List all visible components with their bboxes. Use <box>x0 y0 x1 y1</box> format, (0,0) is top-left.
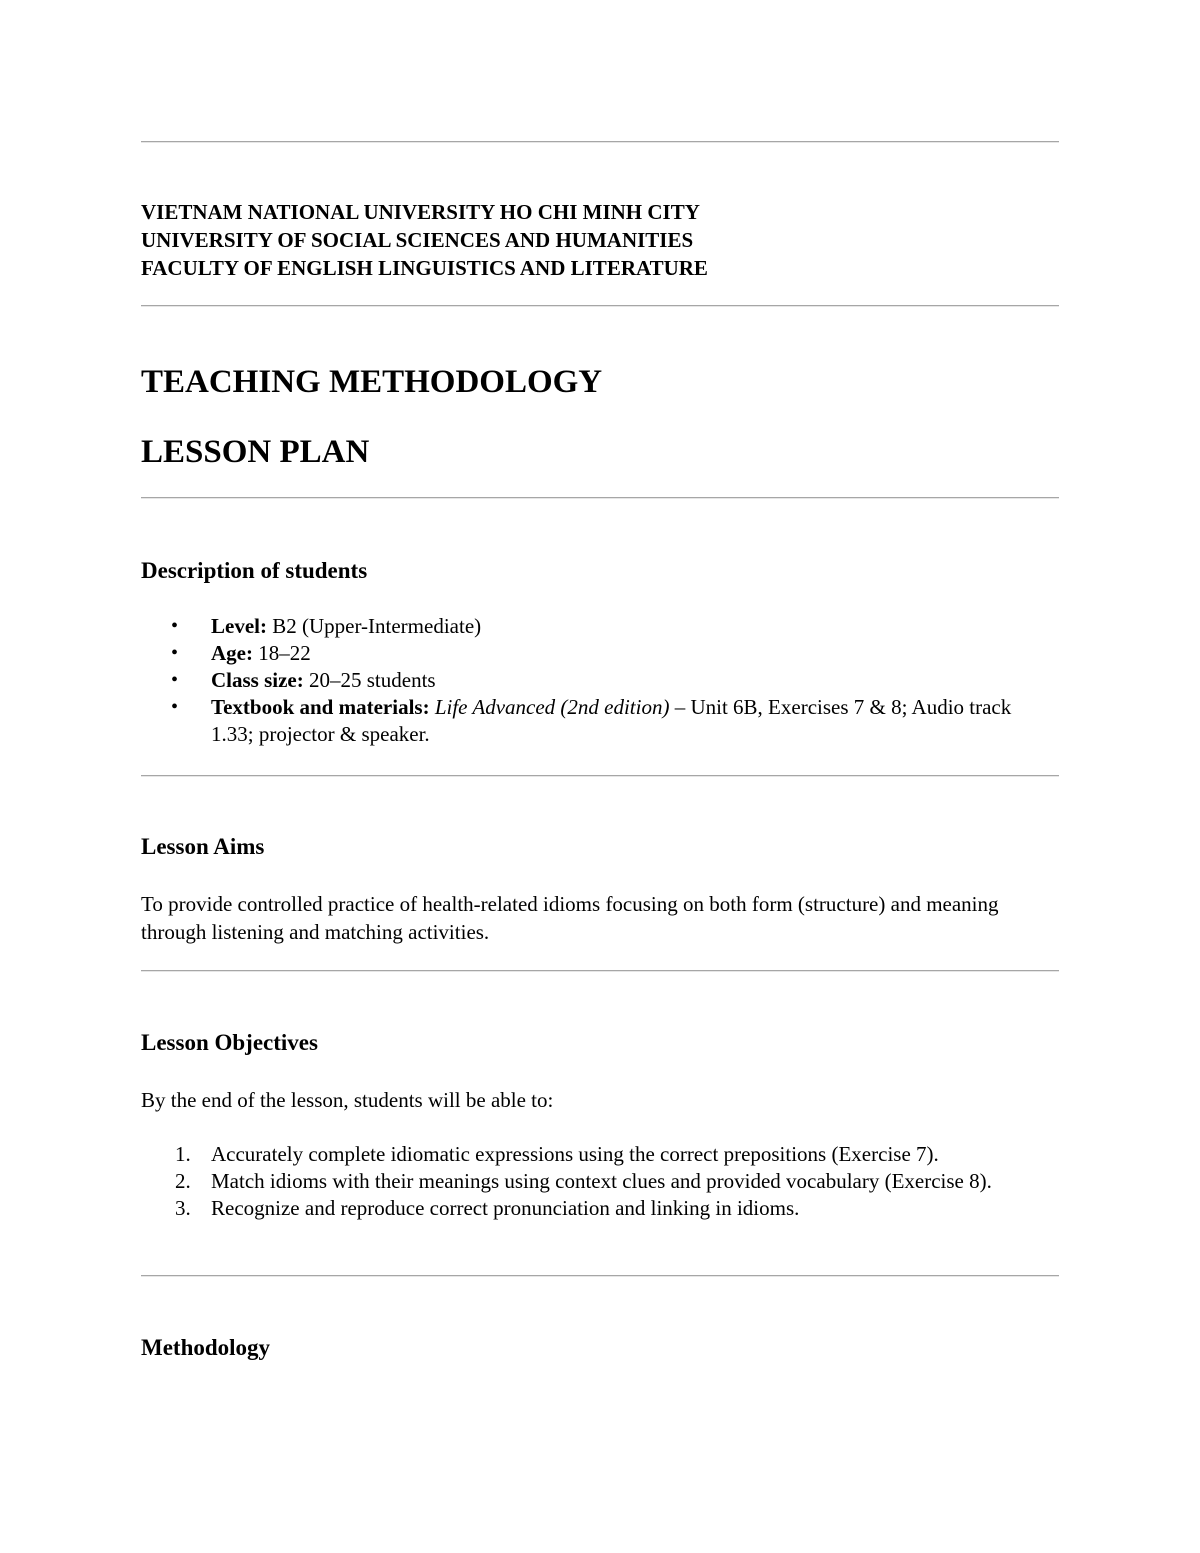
methodology-heading: Methodology <box>141 1335 271 1360</box>
objective-text: Recognize and reproduce correct pronunciation and linking in idioms. <box>211 1196 800 1220</box>
level-label: Level: <box>211 614 267 638</box>
bullet-icon: • <box>171 642 179 664</box>
horizontal-rule-title <box>141 497 1059 499</box>
bullet-icon: • <box>171 696 179 718</box>
list-item <box>141 667 1059 694</box>
class-size-value: 20–25 students <box>303 668 436 692</box>
list-item <box>141 1195 1059 1222</box>
list-item <box>141 640 1059 667</box>
horizontal-rule-header <box>141 305 1059 307</box>
objective-text: Accurately complete idiomatic expressions using the correct prepositions (Exercise 7). <box>211 1142 939 1166</box>
materials-value: – Unit 6B, Exercises 7 & 8; Audio track 1.33; projector & speaker. <box>211 695 1012 746</box>
header-faculty: FACULTY OF ENGLISH LINGUISTICS AND LITERATURE <box>141 256 708 280</box>
header-university: VIETNAM NATIONAL UNIVERSITY HO CHI MINH CITY <box>141 200 700 224</box>
document-subtitle: LESSON PLAN <box>141 434 370 470</box>
list-item <box>141 1168 1059 1195</box>
list-item <box>141 1141 1059 1168</box>
list-number: 1. <box>175 1142 191 1166</box>
textbook-title: Life Advanced (2nd edition) <box>434 695 670 719</box>
class-size-label: Class size: <box>211 668 304 692</box>
header-school: UNIVERSITY OF SOCIAL SCIENCES AND HUMANITIES <box>141 228 694 252</box>
objective-text: Match idioms with their meanings using context clues and provided vocabulary (Exercise 8). <box>211 1169 992 1193</box>
horizontal-rule-top <box>141 141 1059 143</box>
age-label: Age: <box>211 641 253 665</box>
bullet-icon: • <box>171 615 179 637</box>
list-number: 2. <box>175 1169 191 1193</box>
horizontal-rule-students <box>141 775 1059 777</box>
document-title: TEACHING METHODOLOGY <box>141 364 603 400</box>
students-list <box>141 613 1059 748</box>
horizontal-rule-objectives <box>141 1275 1059 1277</box>
objectives-heading: Lesson Objectives <box>141 1030 318 1055</box>
age-value: 18–22 <box>252 641 311 665</box>
aims-text: To provide controlled practice of health-related idioms focusing on both form (structure) and meaning through listening and matching activities. <box>141 892 999 944</box>
materials-label: Textbook and materials: <box>211 695 430 719</box>
list-number: 3. <box>175 1196 191 1220</box>
aims-heading: Lesson Aims <box>141 834 265 859</box>
list-item <box>141 694 1059 748</box>
level-value: B2 (Upper-Intermediate) <box>266 614 482 638</box>
objectives-list <box>141 1141 1059 1222</box>
students-heading: Description of students <box>141 558 368 583</box>
list-item <box>141 613 1059 640</box>
horizontal-rule-aims <box>141 970 1059 972</box>
objectives-intro: By the end of the lesson, students will be able to: <box>141 1088 554 1112</box>
institution-header <box>141 198 708 282</box>
bullet-icon: • <box>171 669 179 691</box>
